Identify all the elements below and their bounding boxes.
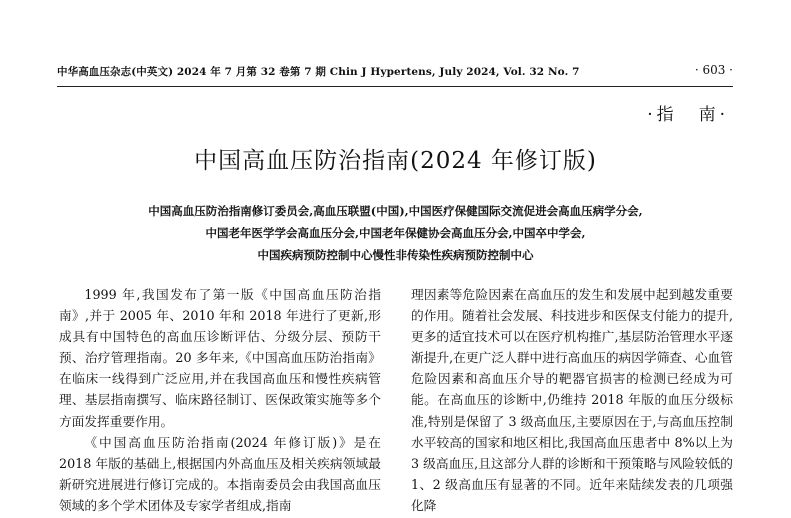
author-line: 中国疾病预防控制中心慢性非传染性疾病预防控制中心 [257,248,534,262]
body-paragraph: 1999 年,我国发布了第一版《中国高血压防治指南》,并于 2005 年、2010 年和 2018 年进行了更新,形成具有中国特色的高血压诊断评估、分级分层、预防干预、治疗管理指南。20 多年来,《中国高血压防治指南》在临床一线得到广泛应用,并在我国高血压和慢性疾病管理、基层指南撰写、临床路径制订、医保政策实施等多个方面发挥重要作用。 [59,287,381,429]
page-number: · 603 · [694,63,733,77]
header-rule [57,86,733,87]
body-column-right [411,284,733,516]
author-line: 中国高血压防治指南修订委员会,高血压联盟(中国),中国医疗保健国际交流促进会高血压病学分会, [148,204,643,218]
section-label: ·指 南· [647,105,729,125]
body-column-left [59,284,381,516]
article-title: 中国高血压防治指南(2024 年修订版) [194,148,597,174]
body-paragraph: 《中国高血压防治指南(2024 年修订版)》是在 2018 年版的基础上,根据国内外高血压及相关疾病领域最新研究进展进行修订完成的。本指南委员会由我国高血压领域的多个学术团体及专家学者组成,指南 [59,434,381,513]
body-paragraph: 理因素等危险因素在高血压的发生和发展中起到越发重要的作用。随着社会发展、科技进步和医保支付能力的提升,更多的适宜技术可以在医疗机构推广,基层防治管理水平逐渐提升,在更广泛人群中进行高血压的病因学筛查、心血管危险因素和高血压介导的靶器官损害的检测已经成为可能。在高血压的诊断中,仍维持 2018 年版的血压分级标准,特别是保留了 3 级高血压,主要原因在于,与高血压控制水平较高的国家和地区相比,我国高血压患者中 8%以上为 3 级高血压,且这部分人群的诊断和干预策略与风险较低的 1、2 级高血压有显著的不同。近年来陆续发表的几项强化降 [411,287,733,513]
running-header [57,64,733,80]
author-line: 中国老年医学学会高血压分会,中国老年保健协会高血压分会,中国卒中学会, [205,226,586,240]
author-block [0,200,791,266]
journal-citation: 中华高血压杂志(中英文) 2024 年 7 月第 32 卷第 7 期 Chin J Hypertens, July 2024, Vol. 32 No. 7 [57,66,580,78]
